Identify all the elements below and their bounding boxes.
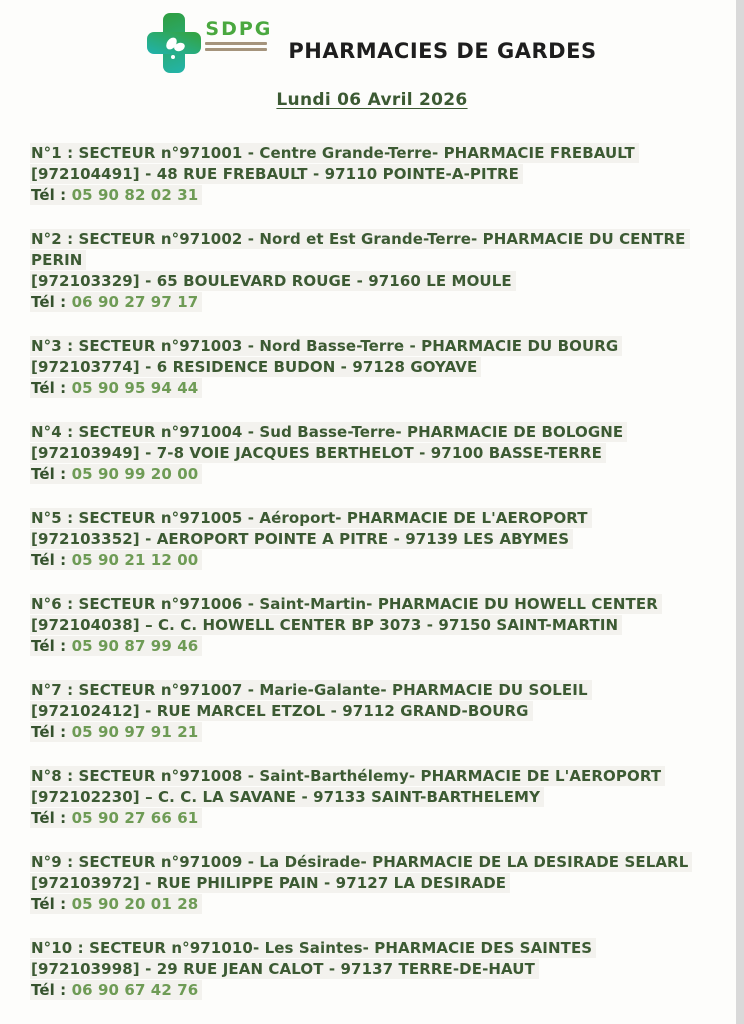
entry-address — [30, 357, 718, 378]
entry-sector-title-text: N°5 : SECTEUR n°971005 - Aéroport- PHARMACIE DE L'AEROPORT — [30, 508, 592, 528]
entry-address-text: [972103774] - 6 RESIDENCE BUDON - 97128 GOYAVE — [30, 357, 481, 377]
date-line — [0, 90, 744, 110]
phone-number: 05 90 82 02 31 — [71, 186, 199, 204]
entry-address-text: [972103949] - 7-8 VOIE JACQUES BERTHELOT - 97100 BASSE-TERRE — [30, 443, 606, 463]
entry-sector-title — [30, 336, 718, 357]
phone-number: 05 90 20 01 28 — [71, 895, 199, 913]
tel-label: Tél : — [31, 186, 67, 204]
pharmacy-entry — [30, 766, 718, 829]
tel-label: Tél : — [31, 465, 67, 483]
pharmacy-entry — [30, 422, 718, 485]
entry-address — [30, 615, 718, 636]
tel-label: Tél : — [31, 637, 67, 655]
pharmacy-cross-icon — [147, 13, 201, 73]
phone-number: 05 90 21 12 00 — [71, 551, 199, 569]
pharmacy-entry — [30, 938, 718, 1001]
entry-sector-title — [30, 594, 718, 615]
pharmacy-entry — [30, 594, 718, 657]
tel-label: Tél : — [31, 723, 67, 741]
guard-date: Lundi 06 Avril 2026 — [276, 90, 468, 110]
entry-sector-title-text: N°4 : SECTEUR n°971004 - Sud Basse-Terre- PHARMACIE DE BOLOGNE — [30, 422, 627, 442]
entry-address-text: [972104038] – C. C. HOWELL CENTER BP 3073 - 97150 SAINT-MARTIN — [30, 615, 622, 635]
page-title: PHARMACIES DE GARDES — [288, 39, 597, 63]
tel-label: Tél : — [31, 551, 67, 569]
entry-address-text: [972103329] - 65 BOULEVARD ROUGE - 97160 LE MOULE — [30, 271, 516, 291]
entry-sector-title — [30, 680, 718, 701]
entry-address — [30, 529, 718, 550]
entry-phone-line — [30, 292, 718, 313]
tel-label: Tél : — [31, 895, 67, 913]
phone-number: 05 90 95 94 44 — [71, 379, 199, 397]
entry-sector-title-text: N°3 : SECTEUR n°971003 - Nord Basse-Terre - PHARMACIE DU BOURG — [30, 336, 622, 356]
pharmacy-entry — [30, 680, 718, 743]
entry-sector-title-text: N°10 : SECTEUR n°971010- Les Saintes- PHARMACIE DES SAINTES — [30, 938, 596, 958]
document-header — [0, 0, 744, 73]
entry-address — [30, 271, 718, 292]
entry-phone-line — [30, 185, 718, 206]
entry-phone-line — [30, 550, 718, 571]
phone-number: 05 90 27 66 61 — [71, 809, 199, 827]
entry-address — [30, 443, 718, 464]
entry-sector-title-text: N°6 : SECTEUR n°971006 - Saint-Martin- PHARMACIE DU HOWELL CENTER — [30, 594, 662, 614]
entry-address-text: [972103972] - RUE PHILIPPE PAIN - 97127 LA DESIRADE — [30, 873, 510, 893]
photo-edge-strip — [736, 0, 744, 1024]
pharmacy-entry — [30, 508, 718, 571]
tel-label: Tél : — [31, 809, 67, 827]
entry-sector-title — [30, 508, 718, 529]
entry-sector-title-text: N°7 : SECTEUR n°971007 - Marie-Galante- PHARMACIE DU SOLEIL — [30, 680, 592, 700]
pharmacy-entry — [30, 229, 718, 313]
tel-label: Tél : — [31, 981, 67, 999]
phone-number: 05 90 97 91 21 — [71, 723, 199, 741]
pharmacy-entry — [30, 143, 718, 206]
entry-sector-title — [30, 229, 718, 271]
phone-number: 06 90 27 97 17 — [71, 293, 199, 311]
sdpg-logo — [147, 13, 272, 73]
entry-sector-title-text: N°8 : SECTEUR n°971008 - Saint-Barthélemy- PHARMACIE DE L'AEROPORT — [30, 766, 665, 786]
entry-sector-title-text: N°9 : SECTEUR n°971009 - La Désirade- PHARMACIE DE LA DESIRADE SELARL — [30, 852, 692, 872]
entry-phone-line — [30, 464, 718, 485]
entry-address-text: [972102230] – C. C. LA SAVANE - 97133 SAINT-BARTHELEMY — [30, 787, 544, 807]
phone-number: 06 90 67 42 76 — [71, 981, 199, 999]
entry-address — [30, 873, 718, 894]
pharmacy-entry — [30, 852, 718, 915]
entry-address — [30, 701, 718, 722]
entry-sector-title — [30, 143, 718, 164]
logo-acronym: SDPG — [205, 18, 273, 40]
pharmacy-list — [0, 143, 744, 1001]
logo-text-block — [205, 13, 272, 51]
tel-label: Tél : — [31, 379, 67, 397]
pharmacy-entry — [30, 336, 718, 399]
entry-address — [30, 164, 718, 185]
entry-sector-title-text: N°2 : SECTEUR n°971002 - Nord et Est Grande-Terre- PHARMACIE DU CENTRE PERIN — [30, 229, 690, 270]
entry-phone-line — [30, 808, 718, 829]
entry-address-text: [972103998] - 29 RUE JEAN CALOT - 97137 TERRE-DE-HAUT — [30, 959, 539, 979]
logo-subtext-bar — [205, 48, 267, 51]
entry-sector-title — [30, 852, 718, 873]
entry-address-text: [972102412] - RUE MARCEL ETZOL - 97112 GRAND-BOURG — [30, 701, 533, 721]
entry-sector-title — [30, 766, 718, 787]
entry-phone-line — [30, 894, 718, 915]
entry-phone-line — [30, 378, 718, 399]
entry-sector-title-text: N°1 : SECTEUR n°971001 - Centre Grande-Terre- PHARMACIE FREBAULT — [30, 143, 639, 163]
entry-sector-title — [30, 422, 718, 443]
entry-sector-title — [30, 938, 718, 959]
tel-label: Tél : — [31, 293, 67, 311]
entry-phone-line — [30, 980, 718, 1001]
entry-address — [30, 959, 718, 980]
entry-address — [30, 787, 718, 808]
entry-address-text: [972104491] - 48 RUE FREBAULT - 97110 POINTE-A-PITRE — [30, 164, 523, 184]
entry-address-text: [972103352] - AEROPORT POINTE A PITRE - 97139 LES ABYMES — [30, 529, 573, 549]
entry-phone-line — [30, 722, 718, 743]
phone-number: 05 90 87 99 46 — [71, 637, 199, 655]
logo-subtext-bar — [205, 42, 267, 45]
phone-number: 05 90 99 20 00 — [71, 465, 199, 483]
entry-phone-line — [30, 636, 718, 657]
